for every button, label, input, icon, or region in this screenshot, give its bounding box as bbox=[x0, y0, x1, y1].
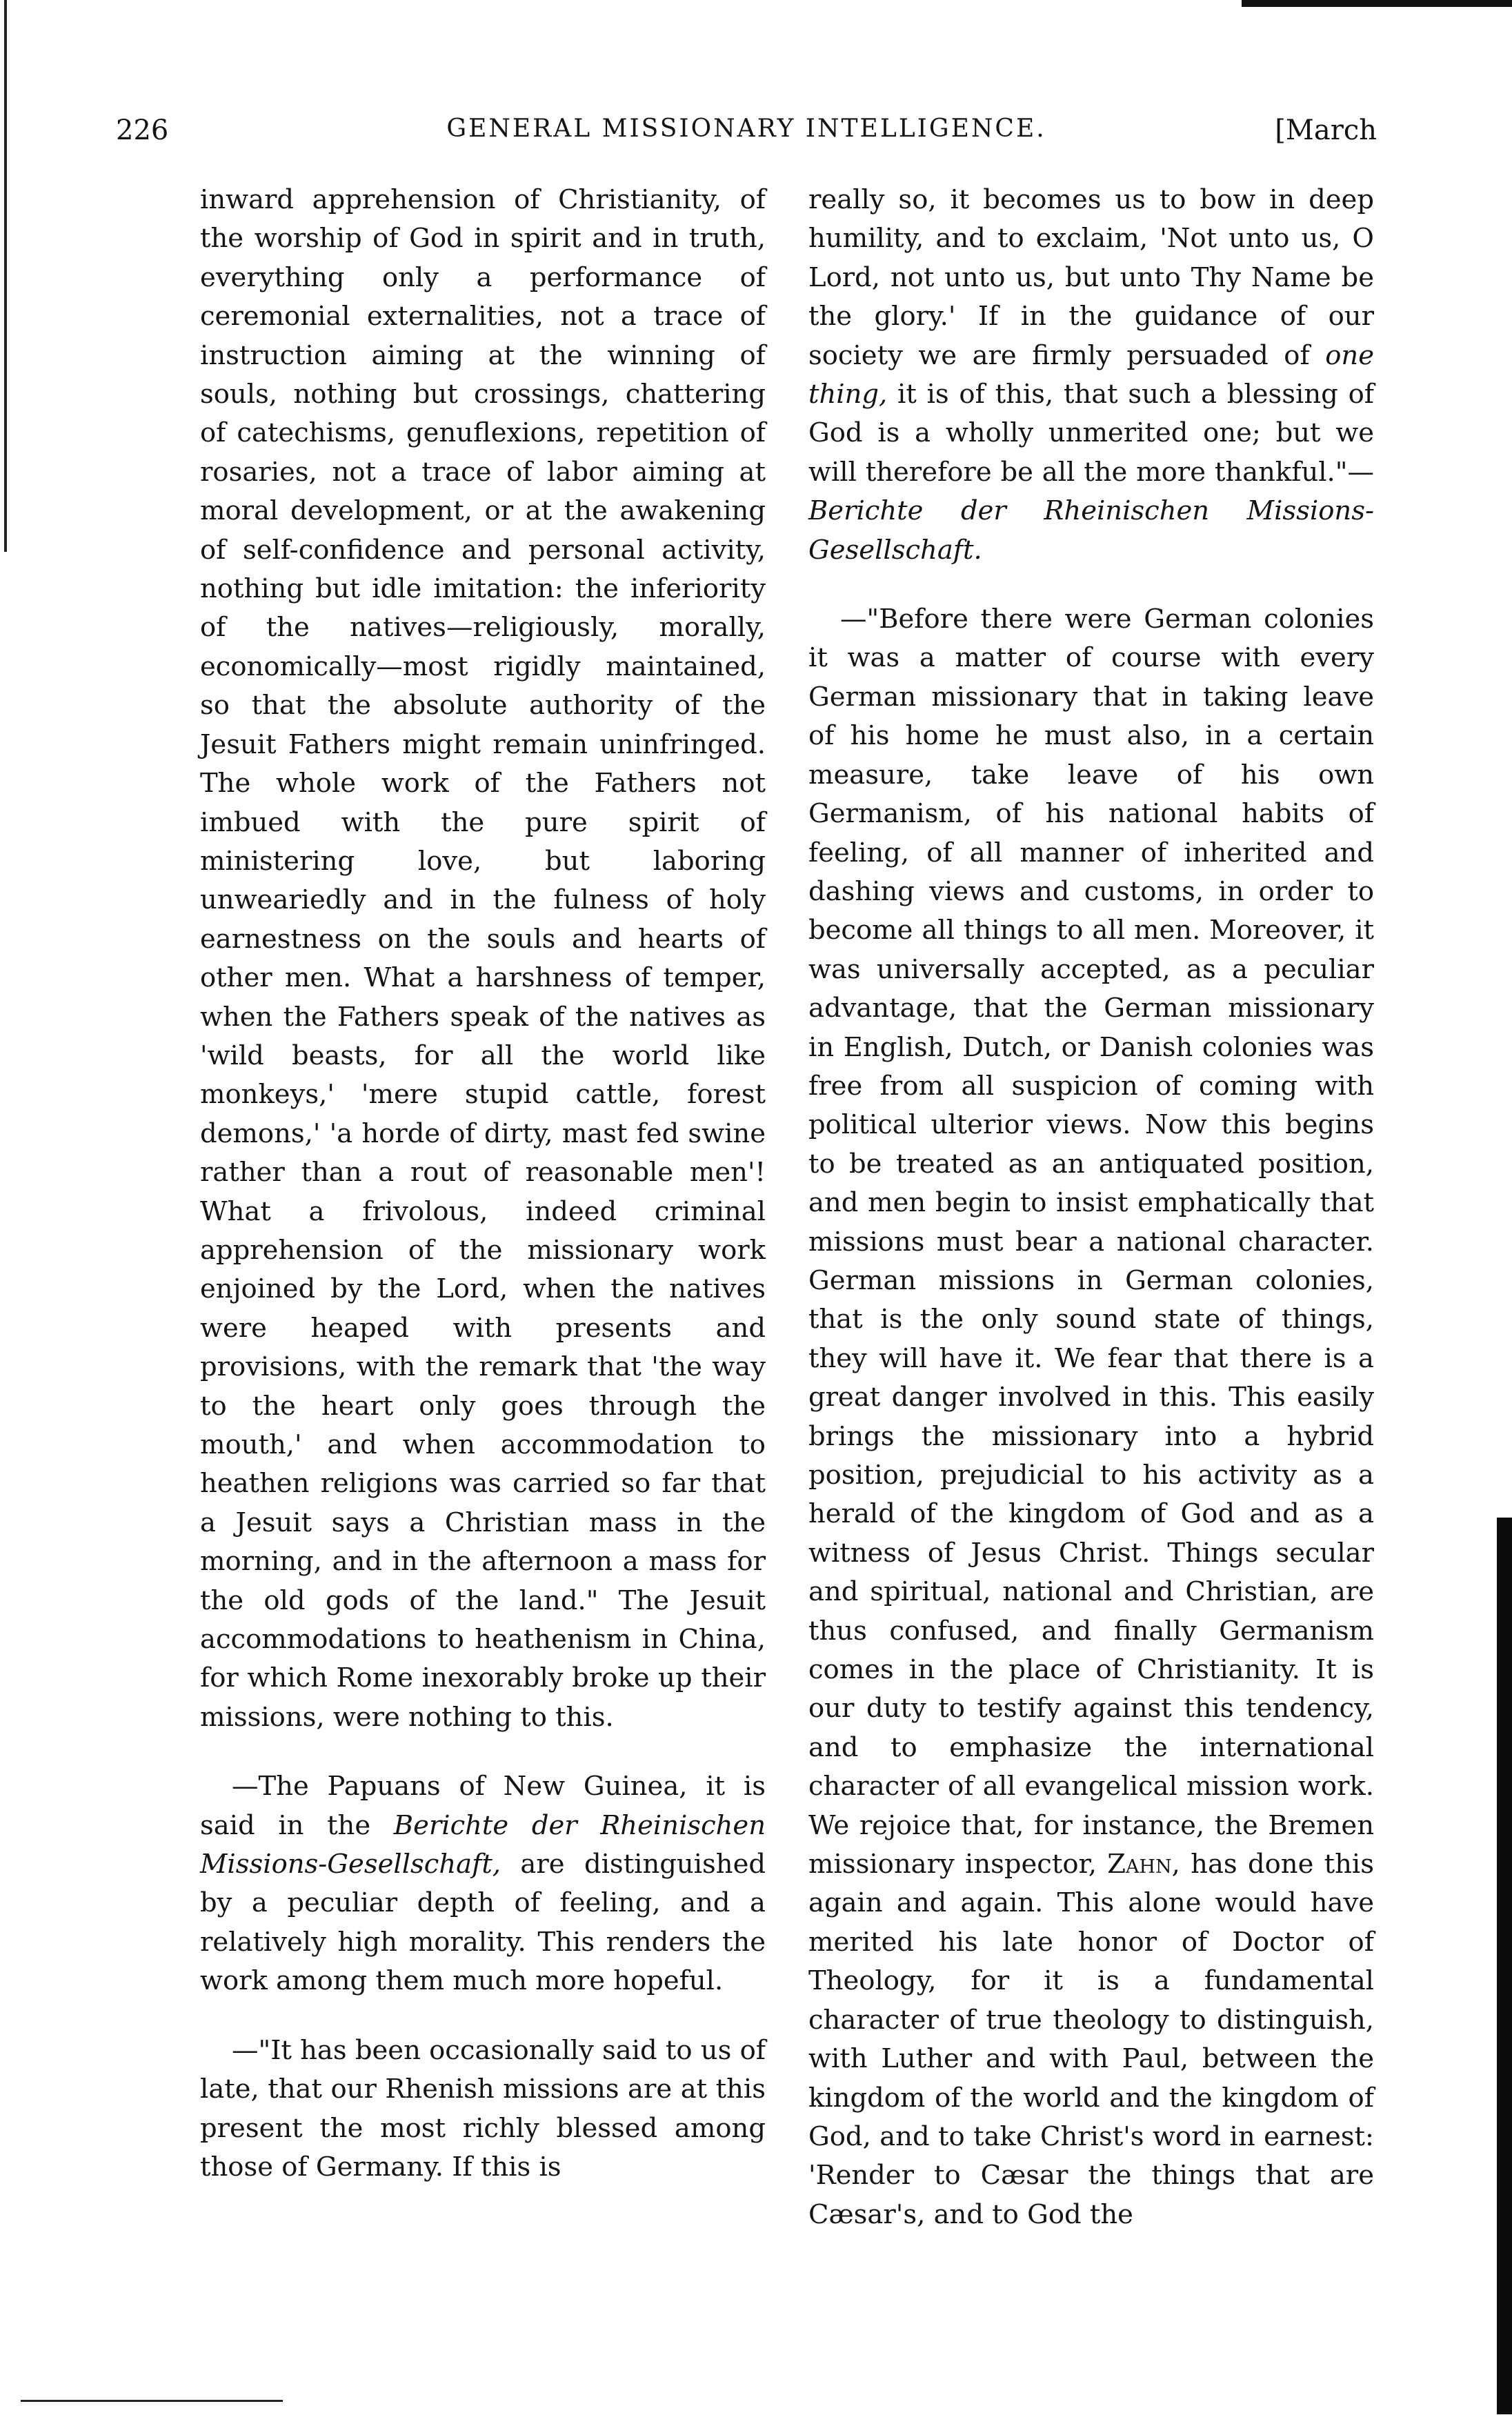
humility-text-start: really so, it becomes us to bow in deep humility, and to exclaim, 'Not unto us, O Lord, not unto us, but unto Thy Name be the glory.' If in the guidance of our society we are firmly persuaded of bbox=[808, 184, 1374, 371]
papuans-text-start: —The Papuans of New Guinea, it is said in the bbox=[200, 1771, 766, 1841]
bottom-edge-rule bbox=[21, 2400, 283, 2402]
running-header bbox=[116, 115, 1377, 156]
humility-source-citation: Berichte der Rheinischen Missions-Gesellschaft. bbox=[808, 495, 1374, 566]
left-paragraph-papuans bbox=[200, 1767, 766, 2000]
right-column bbox=[808, 181, 1374, 2234]
left-column bbox=[200, 181, 766, 2187]
right-paragraph-german-colonies bbox=[808, 600, 1374, 2234]
papuans-text-end: are distinguished by a peculiar depth of feeling, and a relatively high morality. This renders the work among them much more hopeful. bbox=[200, 1849, 766, 1997]
left-paragraph-jesuit-missions: inward apprehension of Christianity, of the worship of God in spirit and in truth, everything only a performance of ceremonial externalities, not a trace of instruction aiming at the winning of souls, nothing but crossings, chattering of catechisms, genuflexions, repetition of rosaries, not a trace of labor aiming at moral development, or at the awakening of self-confidence and personal activity, nothing but idle imitation: the inferiority of the natives—religiously, morally, economically—most rigidly maintained, so that the absolute authority of the Jesuit Fathers might remain uninfringed. The whole work of the Fathers not imbued with the pure spirit of ministering love, but laboring unweariedly and in the fulness of holy earnestness on the souls and hearts of other men. What a harshness of temper, when the Fathers speak of the natives as 'wild beasts, for all the world like monkeys,' 'mere stupid cattle, forest demons,' 'a horde of dirty, mast fed swine rather than a rout of reasonable men'! What a frivolous, indeed criminal apprehension of the missionary work enjoined by the Lord, when the natives were heaped with presents and provisions, with the remark that 'the way to the heart only goes through the mouth,' and when accommodation to heathen religions was carried so far that a Jesuit says a Christian mass in the morning, and in the afternoon a mass for the old gods of the land." The Jesuit accommodations to heathenism in China, for which Rome inexorably broke up their missions, were nothing to this. bbox=[200, 184, 766, 1733]
page-number: 226 bbox=[116, 115, 169, 146]
colonies-text-end: , has done this again and again. This alone would have merited his late honor of Doctor of Theology, for it is a fundamental character of true theology to distinguish, with Luther and with Paul, between the kingdom of the world and the kingdom of God, and to take Christ's word in earnest: 'Render to Cæsar the things that are Cæsar's, and to God the bbox=[808, 1849, 1374, 2230]
humility-emphasis: one thing, bbox=[808, 339, 1374, 410]
top-edge-rule bbox=[1242, 0, 1512, 7]
left-paragraph-rhenish-missions: —"It has been occasionally said to us of late, that our Rhenish missions are at this present the most richly blessed among those of Germany. If this is bbox=[200, 2034, 766, 2183]
left-edge-shadow bbox=[4, 0, 7, 552]
inspector-name: Zahn bbox=[1107, 1849, 1172, 1880]
colonies-text-start: —"Before there were German colonies it was a matter of course with every German missionary that in taking leave of his home he must also, in a certain measure, take leave of his own Germanism, of his national habits of feeling, of all manner of inherited and dashing views and customs, in order to become all things to all men. Moreover, it was universally accepted, as a peculiar advantage, that the German missionary in English, Dutch, or Danish colonies was free from all suspicion of coming with political ulterior views. Now this begins to be treated as an antiquated position, and men begin to insist emphatically that missions must bear a national character. German missions in German colonies, that is the only sound state of things, they will have it. We fear that there is a great danger involved in this. This easily brings the missionary into a hybrid position, prejudicial to his activity as a herald of the kingdom of God and as a witness of Jesus Christ. Things secular and spiritual, national and Christian, are thus confused, and finally Germanism comes in the place of Christianity. It is our duty to testify against this tendency, and to emphasize the international character of all evangelical mission work. We rejoice that, for instance, the Bremen missionary inspector, bbox=[808, 604, 1374, 1880]
right-paragraph-humility bbox=[808, 181, 1374, 570]
month-label: [March bbox=[1275, 115, 1377, 146]
running-title: GENERAL MISSIONARY INTELLIGENCE. bbox=[446, 115, 1046, 143]
right-edge-shadow bbox=[1497, 1518, 1512, 2414]
papuans-source-citation: Berichte der Rheinischen Missions-Gesellschaft, bbox=[200, 1809, 766, 1880]
humility-text-end: it is of this, that such a blessing of God is a wholly unmerited one; but we will therefore be all the more thankful."— bbox=[808, 379, 1374, 488]
